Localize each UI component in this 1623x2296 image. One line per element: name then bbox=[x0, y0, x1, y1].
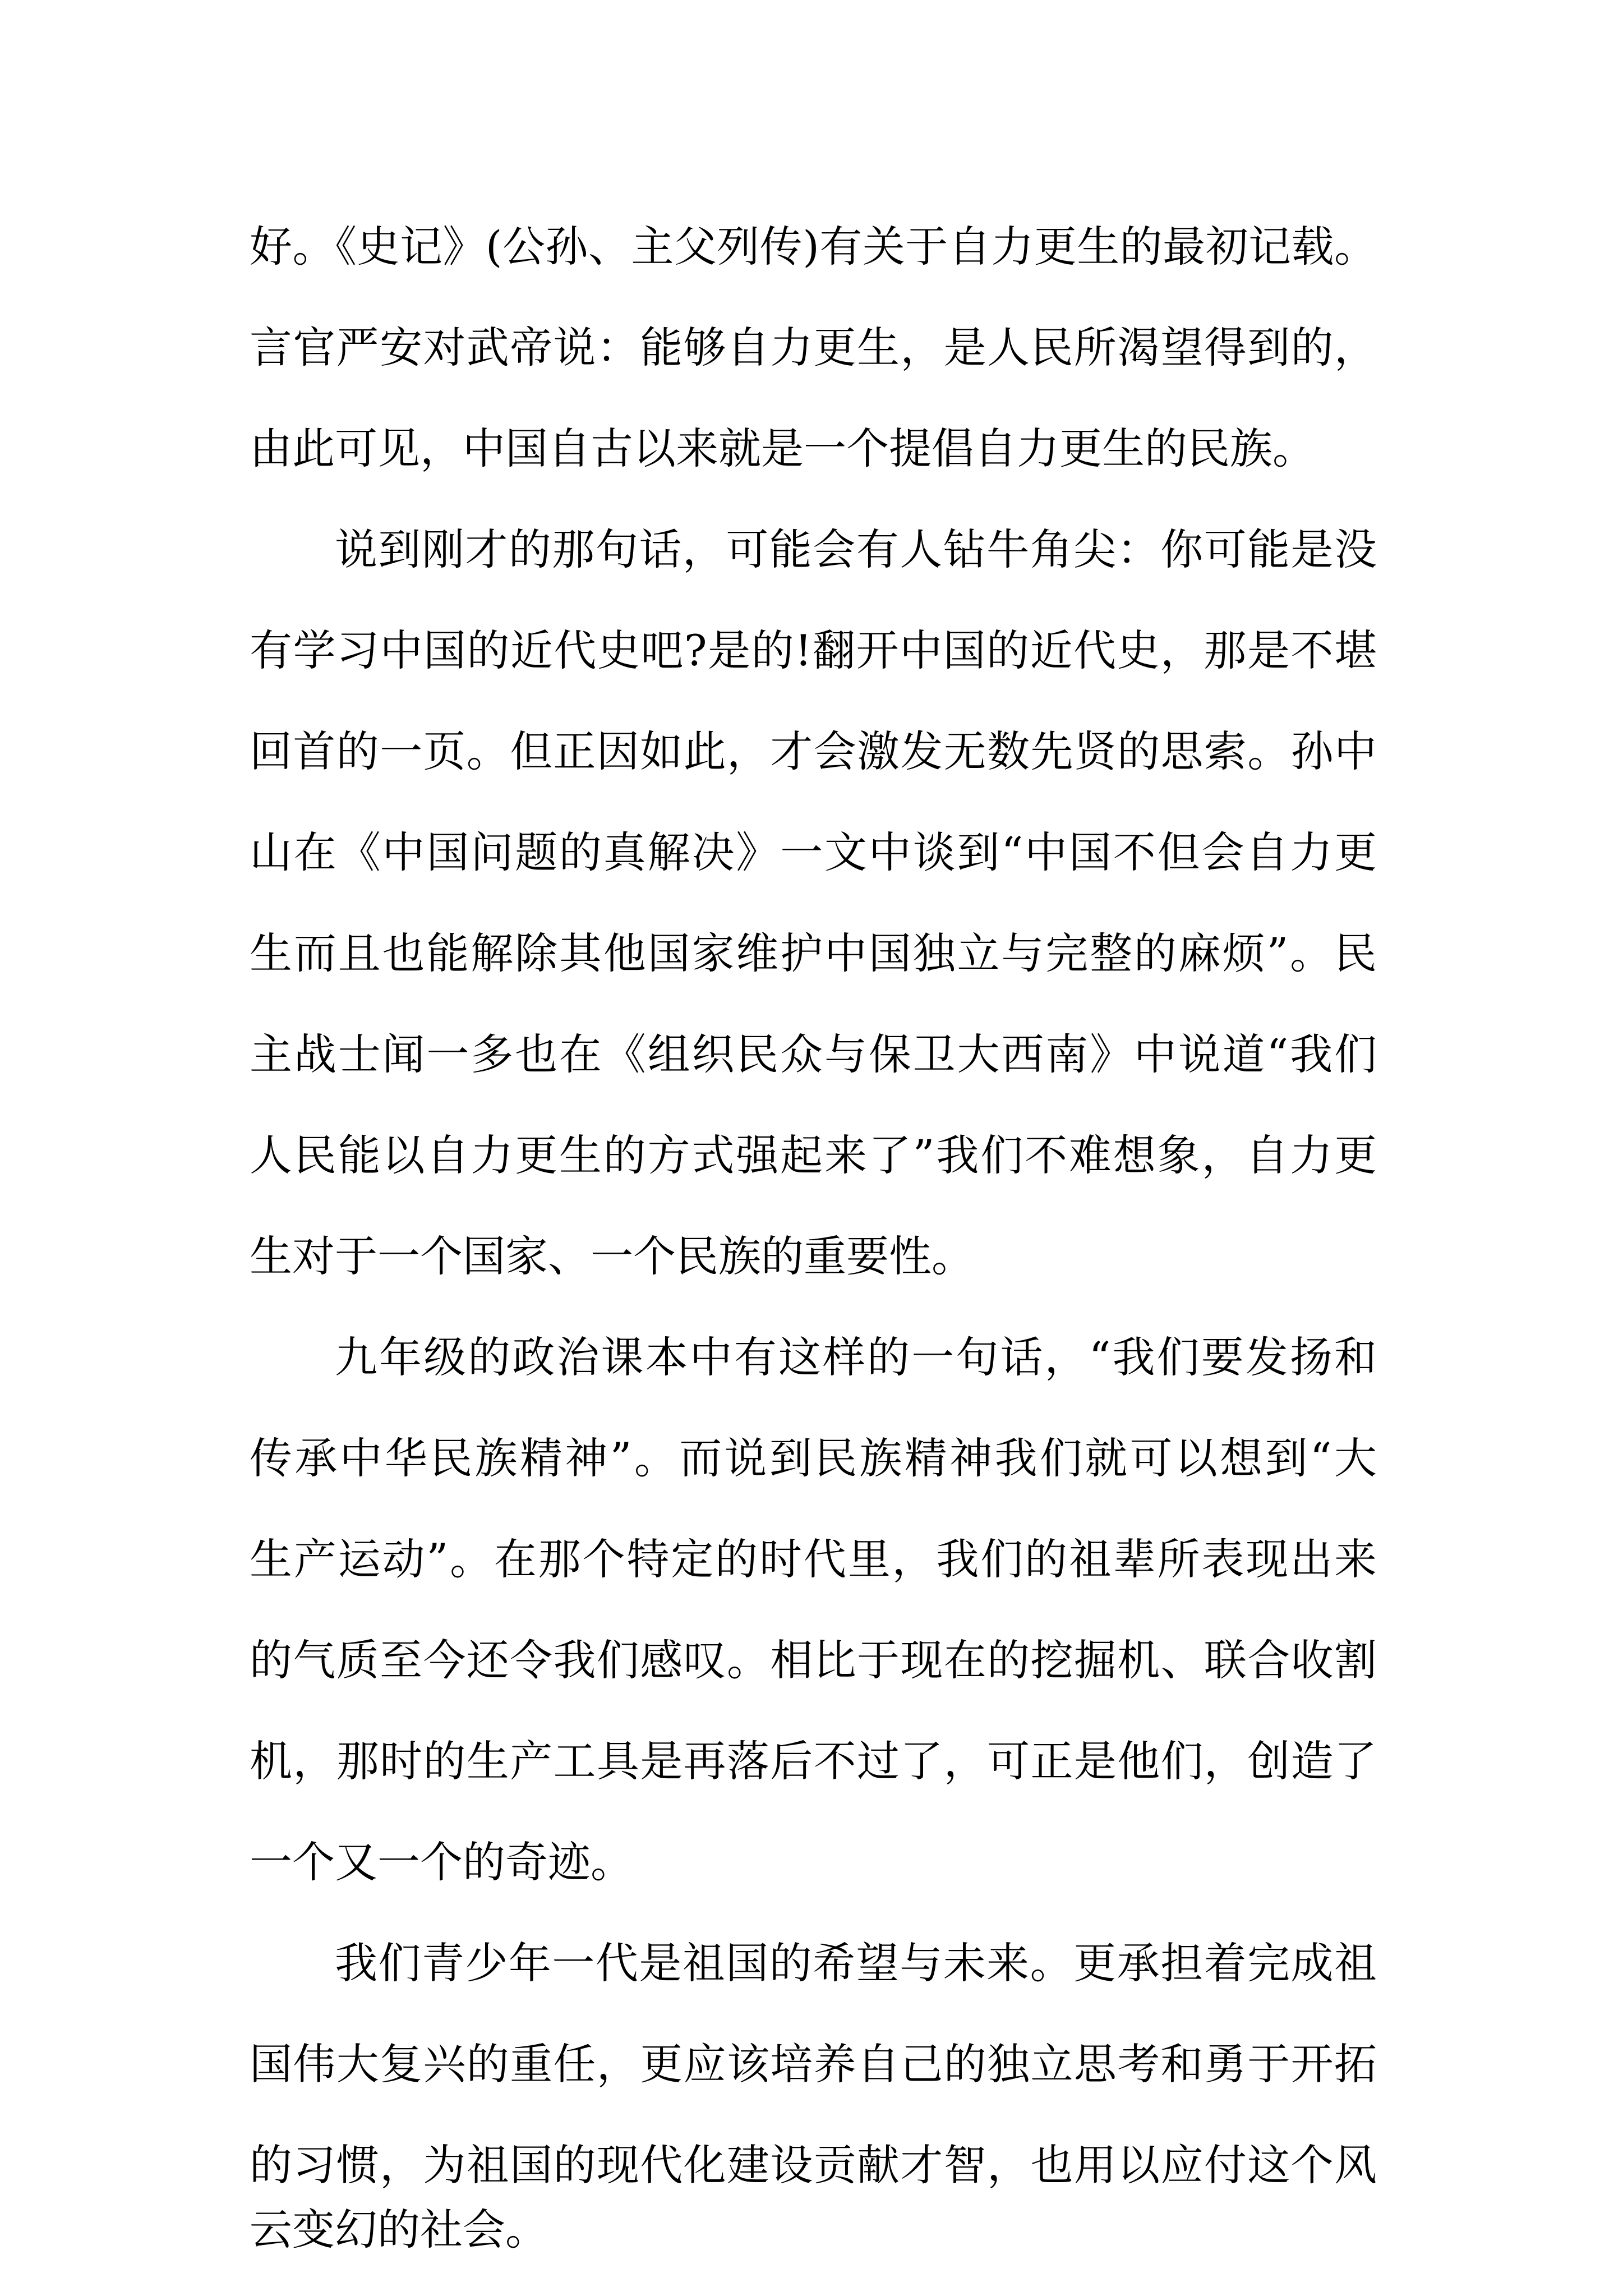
text-line: 说到刚才的那句话，可能会有人钻牛角尖：你可能是没 bbox=[335, 524, 1377, 574]
text-line: 生而且也能解除其他国家维护中国独立与完整的麻烦”。民 bbox=[250, 928, 1377, 978]
text-line: 传承中华民族精神”。而说到民族精神我们就可以想到“大 bbox=[250, 1433, 1377, 1483]
text-line: 生对于一个国家、一个民族的重要性。 bbox=[250, 1231, 974, 1281]
text-line: 国伟大复兴的重任，更应该培养自己的独立思考和勇于开拓 bbox=[250, 2039, 1377, 2089]
text-line: 的习惯，为祖国的现代化建设贡献才智，也用以应付这个风 bbox=[250, 2140, 1377, 2190]
text-line: 山在《中国问题的真解决》一文中谈到“中国不但会自力更 bbox=[250, 827, 1377, 877]
text-line: 云变幻的社会。 bbox=[250, 2205, 548, 2254]
text-line: 一个又一个的奇迹。 bbox=[250, 1837, 633, 1887]
text-line: 生产运动”。在那个特定的时代里，我们的祖辈所表现出来 bbox=[250, 1534, 1377, 1584]
text-line: 回首的一页。但正因如此，才会激发无数先贤的思索。孙中 bbox=[250, 726, 1377, 776]
text-line: 我们青少年一代是祖国的希望与未来。更承担着完成祖 bbox=[335, 1938, 1377, 1988]
text-line: 人民能以自力更生的方式强起来了”我们不难想象，自力更 bbox=[250, 1130, 1377, 1180]
text-line: 主战士闻一多也在《组织民众与保卫大西南》中说道“我们 bbox=[250, 1029, 1377, 1079]
text-line: 机，那时的生产工具是再落后不过了，可正是他们，创造了 bbox=[250, 1736, 1377, 1786]
text-line: 言官严安对武帝说：能够自力更生，是人民所渴望得到的， bbox=[250, 323, 1377, 372]
text-line: 九年级的政治课本中有这样的一句话，“我们要发扬和 bbox=[335, 1332, 1377, 1382]
text-line: 由此可见，中国自古以来就是一个提倡自力更生的民族。 bbox=[250, 424, 1315, 473]
text-line: 有学习中国的近代史吧?是的!翻开中国的近代史，那是不堪 bbox=[250, 625, 1377, 675]
text-line: 好。《史记》(公孙、主父列传)有关于自力更生的最初记载。 bbox=[250, 222, 1377, 272]
text-line: 的气质至今还令我们感叹。相比于现在的挖掘机、联合收割 bbox=[250, 1635, 1377, 1685]
